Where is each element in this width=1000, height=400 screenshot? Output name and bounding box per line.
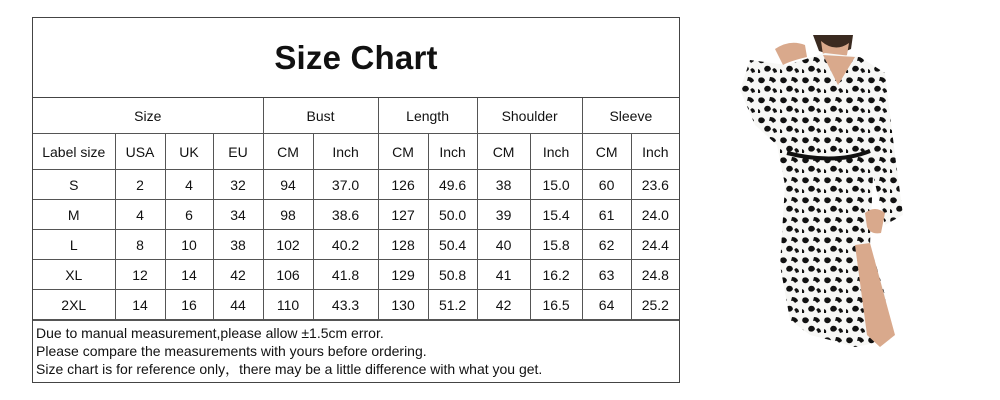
group-header-row bbox=[33, 98, 679, 134]
note-line: Please compare the measurements with yours before ordering. bbox=[36, 343, 427, 359]
table-cell: 130 bbox=[378, 290, 428, 320]
table-cell: 51.2 bbox=[428, 290, 477, 320]
table-cell: 43.3 bbox=[313, 290, 378, 320]
table-cell: 4 bbox=[115, 200, 165, 230]
table-cell: L bbox=[33, 230, 115, 260]
size-chart bbox=[32, 17, 680, 383]
table-cell: 127 bbox=[378, 200, 428, 230]
note-line: Size chart is for reference only，there may be a little difference with what you get. bbox=[36, 361, 543, 377]
table-cell: 15.0 bbox=[530, 170, 582, 200]
table-cell: 129 bbox=[378, 260, 428, 290]
table-cell: 4 bbox=[165, 170, 213, 200]
model-photo bbox=[735, 35, 905, 355]
group-header-cell: Sleeve bbox=[582, 98, 679, 134]
group-header-cell: Bust bbox=[263, 98, 378, 134]
table-cell: 24.0 bbox=[631, 200, 679, 230]
table-cell: 15.8 bbox=[530, 230, 582, 260]
table-cell: 2XL bbox=[33, 290, 115, 320]
table-cell: 16.2 bbox=[530, 260, 582, 290]
table-cell: 40 bbox=[477, 230, 530, 260]
table-cell: 50.4 bbox=[428, 230, 477, 260]
table-cell: 16.5 bbox=[530, 290, 582, 320]
table-cell: 50.0 bbox=[428, 200, 477, 230]
subheader-cell: CM bbox=[477, 134, 530, 170]
table-cell: 41.8 bbox=[313, 260, 378, 290]
table-cell: 14 bbox=[115, 290, 165, 320]
table-cell: 49.6 bbox=[428, 170, 477, 200]
table-cell: 24.4 bbox=[631, 230, 679, 260]
subheader-cell: Inch bbox=[428, 134, 477, 170]
table-cell: 98 bbox=[263, 200, 313, 230]
table-cell: 106 bbox=[263, 260, 313, 290]
subheader-cell: CM bbox=[378, 134, 428, 170]
table-row bbox=[33, 290, 679, 320]
table-row bbox=[33, 200, 679, 230]
subheader-cell: CM bbox=[582, 134, 631, 170]
subheader-cell: CM bbox=[263, 134, 313, 170]
table-cell: 42 bbox=[213, 260, 263, 290]
table-cell: 110 bbox=[263, 290, 313, 320]
table-cell: 12 bbox=[115, 260, 165, 290]
table-cell: 63 bbox=[582, 260, 631, 290]
table-row bbox=[33, 230, 679, 260]
table-cell: 102 bbox=[263, 230, 313, 260]
table-cell: 60 bbox=[582, 170, 631, 200]
group-header-cell: Shoulder bbox=[477, 98, 582, 134]
table-cell: 15.4 bbox=[530, 200, 582, 230]
table-cell: M bbox=[33, 200, 115, 230]
size-chart-title: Size Chart bbox=[274, 38, 438, 76]
table-cell: 50.8 bbox=[428, 260, 477, 290]
table-cell: 38 bbox=[477, 170, 530, 200]
subheader-cell: Inch bbox=[313, 134, 378, 170]
table-cell: 42 bbox=[477, 290, 530, 320]
subheader-cell: UK bbox=[165, 134, 213, 170]
table-cell: 41 bbox=[477, 260, 530, 290]
table-cell: 14 bbox=[165, 260, 213, 290]
group-header-cell: Length bbox=[378, 98, 477, 134]
note-line: Due to manual measurement,please allow ±1.5cm error. bbox=[36, 325, 384, 341]
subheader-cell: Inch bbox=[631, 134, 679, 170]
size-table bbox=[33, 98, 679, 320]
group-header-cell: Size bbox=[33, 98, 263, 134]
table-cell: 34 bbox=[213, 200, 263, 230]
subheader-cell: USA bbox=[115, 134, 165, 170]
table-cell: 2 bbox=[115, 170, 165, 200]
table-cell: 32 bbox=[213, 170, 263, 200]
size-chart-title-row bbox=[33, 18, 679, 98]
table-cell: 8 bbox=[115, 230, 165, 260]
table-cell: 23.6 bbox=[631, 170, 679, 200]
table-cell: 10 bbox=[165, 230, 213, 260]
table-cell: XL bbox=[33, 260, 115, 290]
table-cell: 38.6 bbox=[313, 200, 378, 230]
subheader-cell: EU bbox=[213, 134, 263, 170]
subheader-row bbox=[33, 134, 679, 170]
table-cell: 62 bbox=[582, 230, 631, 260]
table-cell: 6 bbox=[165, 200, 213, 230]
table-cell: 40.2 bbox=[313, 230, 378, 260]
table-row bbox=[33, 260, 679, 290]
table-cell: 61 bbox=[582, 200, 631, 230]
table-cell: 94 bbox=[263, 170, 313, 200]
table-row bbox=[33, 170, 679, 200]
table-cell: S bbox=[33, 170, 115, 200]
size-notes bbox=[33, 320, 679, 382]
subheader-cell: Inch bbox=[530, 134, 582, 170]
subheader-cell: Label size bbox=[33, 134, 115, 170]
table-cell: 64 bbox=[582, 290, 631, 320]
table-cell: 38 bbox=[213, 230, 263, 260]
table-cell: 39 bbox=[477, 200, 530, 230]
table-cell: 44 bbox=[213, 290, 263, 320]
table-cell: 24.8 bbox=[631, 260, 679, 290]
table-cell: 16 bbox=[165, 290, 213, 320]
table-cell: 126 bbox=[378, 170, 428, 200]
table-cell: 37.0 bbox=[313, 170, 378, 200]
table-cell: 128 bbox=[378, 230, 428, 260]
table-cell: 25.2 bbox=[631, 290, 679, 320]
